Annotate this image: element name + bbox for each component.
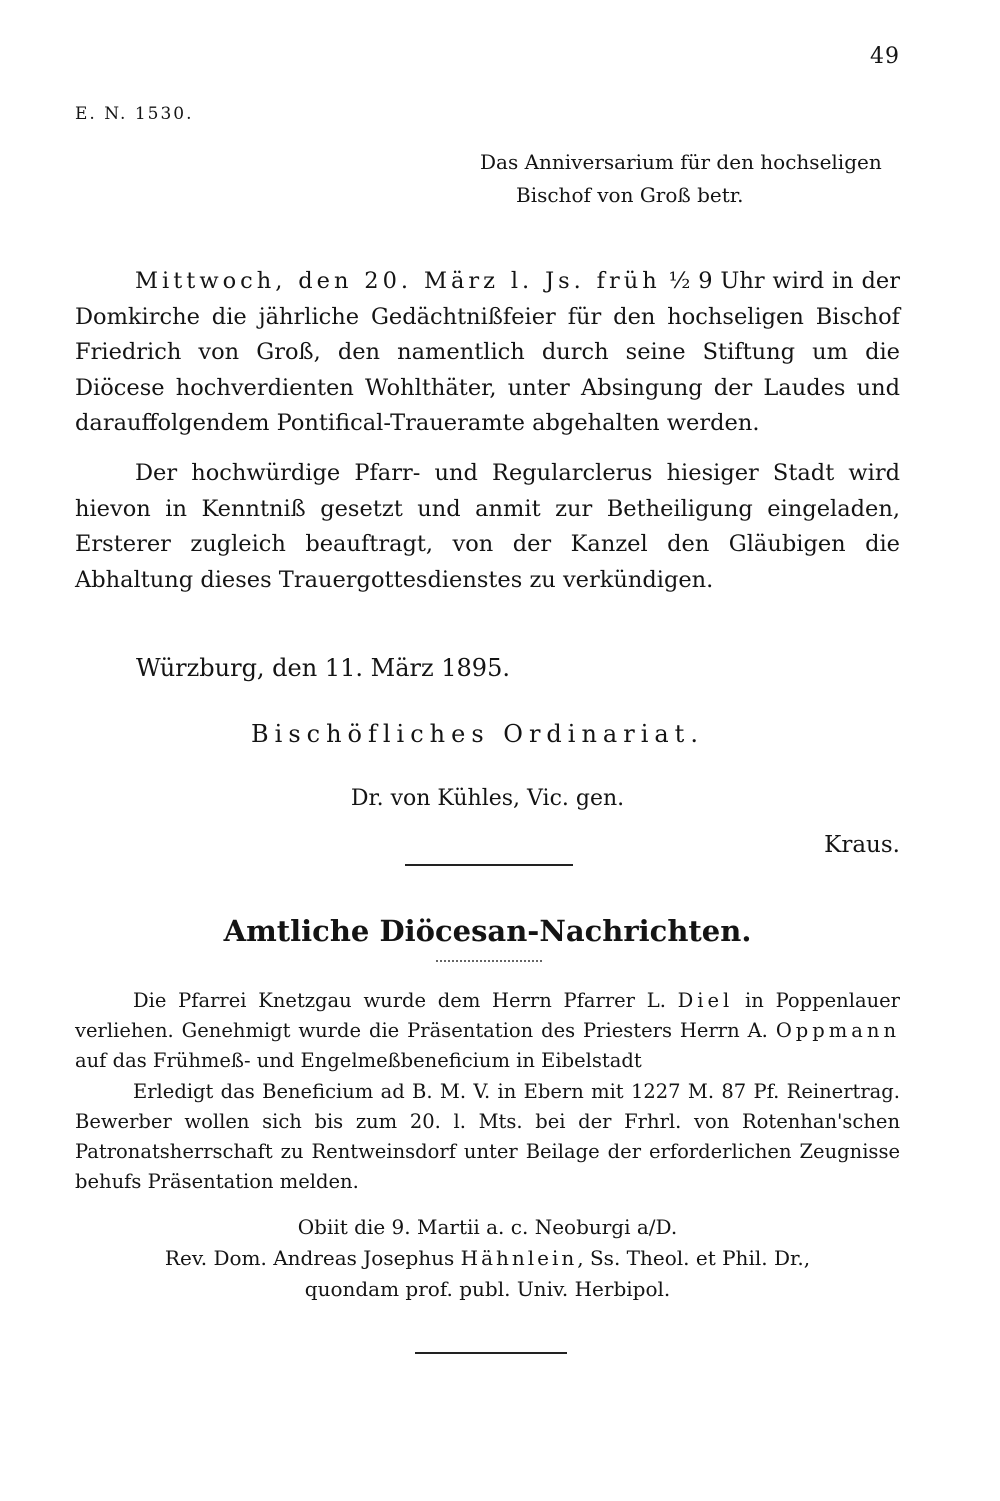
news-text: in Poppenlauer verliehen. Genehmigt wurde die Präsentation des Priesters Herrn A. [75, 989, 900, 1043]
news-name-oppmann: Oppmann [775, 1019, 900, 1043]
obituary-text: , Ss. Theol. et Phil. Dr., [577, 1246, 811, 1270]
diocesan-news [75, 986, 900, 1197]
news-paragraph-1 [75, 986, 900, 1077]
news-text: Die Pfarrei Knetzgau wurde dem Herrn Pfarrer L. [133, 989, 678, 1012]
obituary-name: Hähnlein [460, 1246, 578, 1270]
divider-rule-bottom [415, 1352, 567, 1354]
subject-line-2: Bischof von Groß betr. [516, 183, 744, 207]
announcement-paragraph-2-text: Der hochwürdige Pfarr- und Regularclerus hiesiger Stadt wird hievon in Kenntniß gesetzt und anmit zur Betheiligung eingeladen, Ersterer zugleich beauftragt, von der Kanzel den Gläubigen die Abhaltung dieses Trauergottesdienstes zu verkündigen. [75, 460, 900, 593]
announcement-text: ½ 9 Uhr wird in der Domkirche die jährliche Gedächtnißfeier für den hochseligen Bischof Friedrich von Groß, den namentlich durch seine Stiftung um die Diöcese hochverdienten Wohlthäter, unter Absingung der Laudes und darauffolgendem Pontifical-Traueramte abgehalten werden. [75, 268, 900, 436]
obituary-notice [75, 1212, 900, 1305]
obituary-line-1: Obiit die 9. Martii a. c. Neoburgi a/D. [297, 1215, 678, 1239]
reference-number: E. N. 1530. [75, 104, 194, 124]
obituary-line-2 [75, 1243, 900, 1274]
announcement-paragraph-1 [75, 264, 900, 442]
section-heading: Amtliche Diöcesan-Nachrichten. [223, 914, 752, 948]
announcement-paragraph-2 [75, 456, 900, 598]
news-paragraph-2: Erledigt das Beneficium ad B. M. V. in Ebern mit 1227 M. 87 Pf. Reinertrag. Bewerber wollen sich bis zum 20. l. Mts. bei der Frhrl. von Rotenhan'schen Patronatsherrschaft zu Rentweinsdorf unter Beilage der erforderlichen Zeugnisse behufs Präsentation melden. [75, 1079, 900, 1194]
page-number: 49 [870, 44, 900, 69]
announcement-lead: Mittwoch, den 20. März l. Js. früh [135, 268, 661, 294]
news-name-diel: Diel [677, 989, 734, 1012]
signature-secretary: Kraus. [824, 832, 900, 858]
obituary-text: Rev. Dom. Andreas Josephus [164, 1246, 461, 1270]
obituary-line-3: quondam prof. publ. Univ. Herbipol. [304, 1277, 671, 1301]
news-text: auf das Frühmeß- und Engelmeßbeneficium in Eibelstadt [75, 1049, 642, 1073]
subject-heading [480, 146, 900, 212]
subject-line-1: Das Anniversarium für den hochseligen [480, 150, 882, 174]
issuing-office: Bischöfliches Ordinariat. [251, 720, 704, 748]
divider-rule [405, 864, 573, 866]
heading-ornament [436, 960, 542, 962]
signature-vicar-general: Dr. von Kühles, Vic. gen. [350, 786, 625, 811]
place-date: Würzburg, den 11. März 1895. [136, 654, 510, 682]
